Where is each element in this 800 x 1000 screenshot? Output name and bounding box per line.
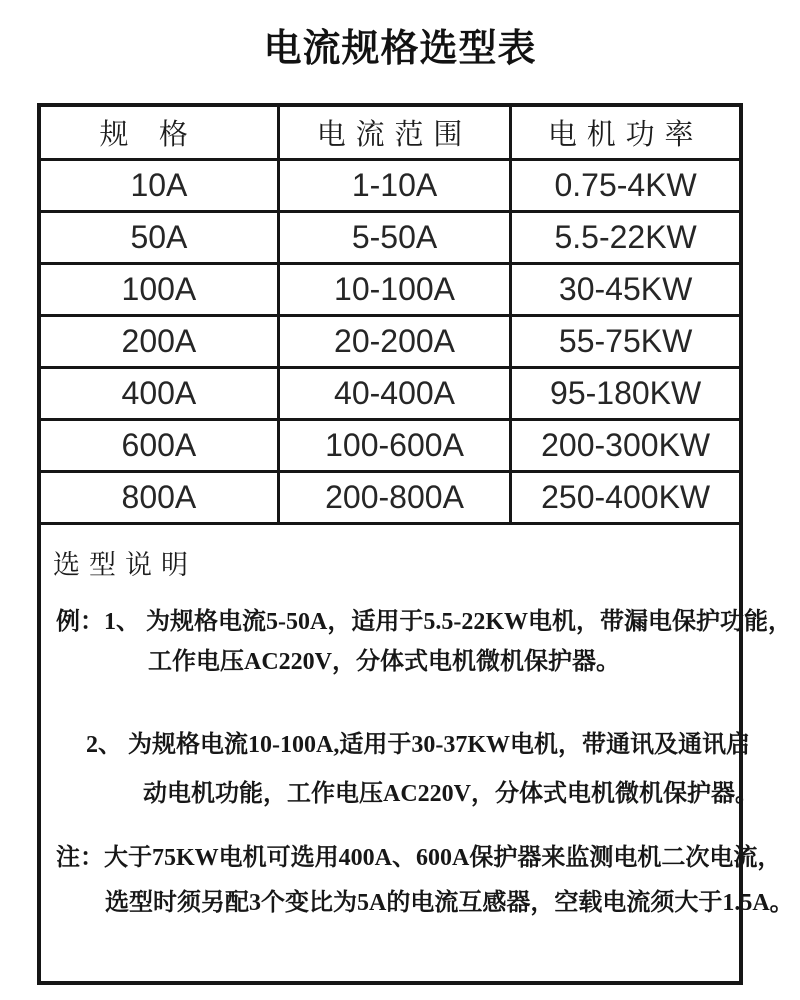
table-row: [41, 472, 739, 524]
spec-cell: 10A: [41, 160, 278, 212]
example1-line1: 例：1、 为规格电流5-50A，适用于5.5-22KW电机，带漏电保护功能，: [56, 609, 792, 635]
example2-line2: 动电机功能，工作电压AC220V，分体式电机微机保护器。: [143, 781, 759, 807]
column-header-motor-power: 电机功率: [511, 107, 739, 160]
selection-notes-heading: 选型说明: [53, 550, 197, 580]
column-header-spec: 规格: [41, 107, 278, 160]
spec-cell: 200A: [41, 316, 278, 368]
current-range-cell: 5-50A: [278, 212, 510, 264]
spec-cell: 800A: [41, 472, 278, 524]
content-box: [37, 103, 794, 985]
current-range-cell: 20-200A: [278, 316, 510, 368]
motor-power-cell: 250-400KW: [511, 472, 739, 524]
note-line1: 注：大于75KW电机可选用400A、600A保护器来监测电机二次电流，: [56, 845, 782, 871]
motor-power-cell: 30-45KW: [511, 264, 739, 316]
note-line2: 选型时须另配3个变比为5A的电流互感器，空载电流须大于1.5A。: [105, 890, 794, 916]
table-row: [41, 420, 739, 472]
example2-line1: 2、 为规格电流10-100A,适用于30-37KW电机，带通讯及通讯启: [86, 732, 750, 758]
table-row: [41, 316, 739, 368]
page-title: 电流规格选型表: [263, 28, 537, 70]
example1-line2: 工作电压AC220V，分体式电机微机保护器。: [148, 649, 620, 675]
table-header-row: [41, 107, 739, 160]
current-range-cell: 100-600A: [278, 420, 510, 472]
motor-power-cell: 55-75KW: [511, 316, 739, 368]
table-row: [41, 368, 739, 420]
current-spec-table: [41, 107, 739, 525]
table-row: [41, 160, 739, 212]
spec-cell: 100A: [41, 264, 278, 316]
spec-cell: 400A: [41, 368, 278, 420]
motor-power-cell: 95-180KW: [511, 368, 739, 420]
table-row: [41, 212, 739, 264]
spec-cell: 50A: [41, 212, 278, 264]
current-range-cell: 200-800A: [278, 472, 510, 524]
current-range-cell: 40-400A: [278, 368, 510, 420]
current-range-cell: 10-100A: [278, 264, 510, 316]
motor-power-cell: 5.5-22KW: [511, 212, 739, 264]
spec-cell: 600A: [41, 420, 278, 472]
motor-power-cell: 0.75-4KW: [511, 160, 739, 212]
current-range-cell: 1-10A: [278, 160, 510, 212]
table-row: [41, 264, 739, 316]
motor-power-cell: 200-300KW: [511, 420, 739, 472]
column-header-current-range: 电流范围: [278, 107, 510, 160]
